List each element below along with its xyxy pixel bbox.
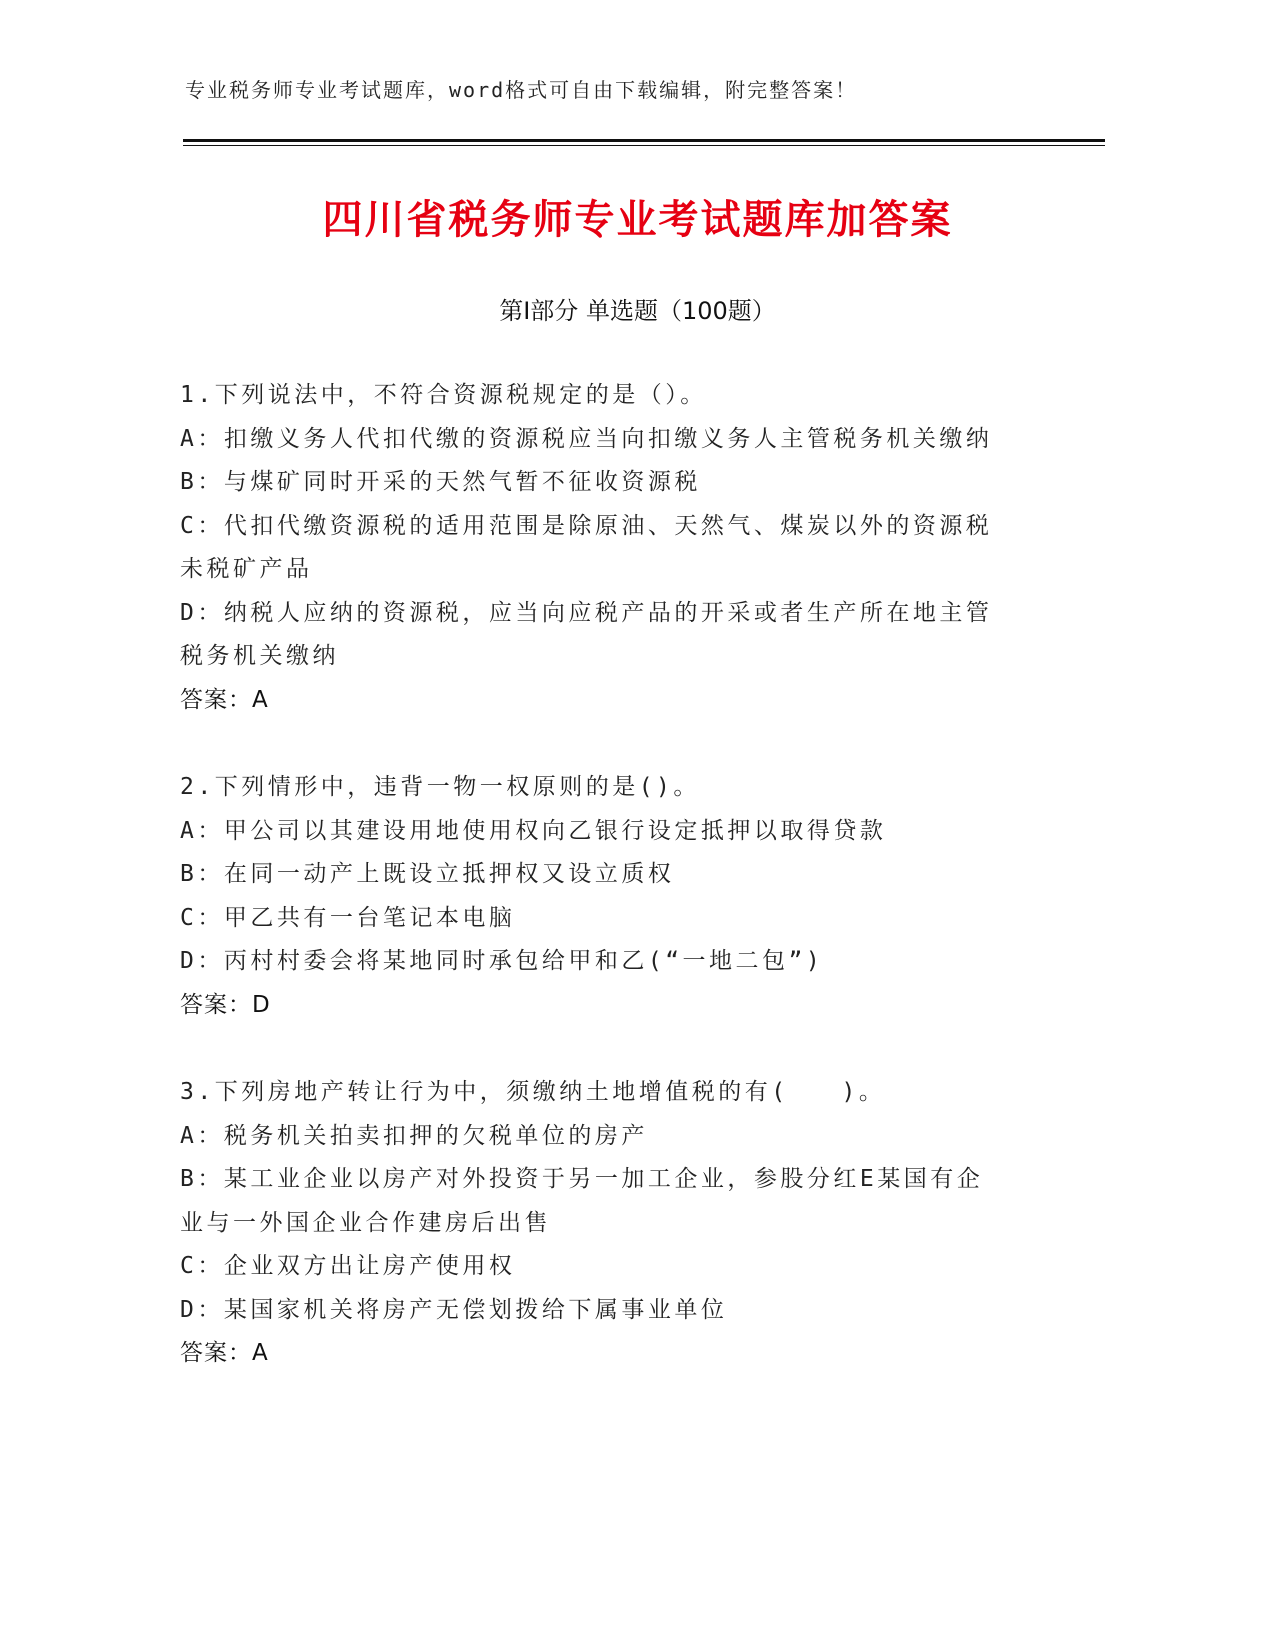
question-list bbox=[180, 374, 1040, 1420]
option-a: A：扣缴义务人代扣代缴的资源税应当向扣缴义务人主管税务机关缴纳 bbox=[180, 425, 993, 452]
document-title: 四川省税务师专业考试题库加答案 bbox=[322, 197, 953, 243]
option-b: B：在同一动产上既设立抵押权又设立质权 bbox=[180, 861, 675, 887]
option-c: C：甲乙共有一台笔记本电脑 bbox=[180, 904, 516, 931]
section-title: 第Ⅰ部分 单选题（100题） bbox=[499, 297, 776, 325]
option-d: D：某国家机关将房产无偿划拨给下属事业单位 bbox=[180, 1296, 728, 1323]
answer-label: 答案：D bbox=[180, 991, 271, 1018]
option-b: B：与煤矿同时开采的天然气暂不征收资源税 bbox=[180, 469, 701, 495]
header-rule-thin bbox=[183, 145, 1105, 146]
answer-label: 答案：A bbox=[180, 686, 269, 713]
question-stem: 2.下列情形中，违背一物一权原则的是()。 bbox=[180, 774, 700, 800]
question-2 bbox=[180, 766, 1040, 1027]
question-3 bbox=[180, 1071, 1040, 1376]
option-b-continued: 业与一外国企业合作建房后出售 bbox=[180, 1209, 551, 1236]
option-c: C：企业双方出让房产使用权 bbox=[180, 1253, 516, 1279]
option-c-continued: 未税矿产品 bbox=[180, 556, 313, 582]
option-a: A：税务机关拍卖扣押的欠税单位的房产 bbox=[180, 1122, 648, 1149]
option-a: A：甲公司以其建设用地使用权向乙银行设定抵押以取得贷款 bbox=[180, 817, 887, 844]
option-d-continued: 税务机关缴纳 bbox=[180, 643, 339, 669]
question-stem: 1.下列说法中，不符合资源税规定的是（）。 bbox=[180, 382, 707, 408]
option-b: B：某工业企业以房产对外投资于另一加工企业，参股分红E某国有企 bbox=[180, 1166, 984, 1192]
question-stem: 3.下列房地产转让行为中，须缴纳土地增值税的有( )。 bbox=[180, 1079, 886, 1105]
answer-label: 答案：A bbox=[180, 1340, 269, 1366]
question-1 bbox=[180, 374, 1040, 722]
option-d: D：丙村村委会将某地同时承包给甲和乙(“一地二包”) bbox=[180, 948, 824, 974]
header-note: 专业税务师专业考试题库，word格式可自由下载编辑，附完整答案！ bbox=[185, 78, 858, 102]
option-c: C：代扣代缴资源税的适用范围是除原油、天然气、煤炭以外的资源税 bbox=[180, 512, 993, 539]
header-rule-thick bbox=[183, 139, 1105, 142]
option-d: D：纳税人应纳的资源税，应当向应税产品的开采或者生产所在地主管 bbox=[180, 599, 993, 626]
